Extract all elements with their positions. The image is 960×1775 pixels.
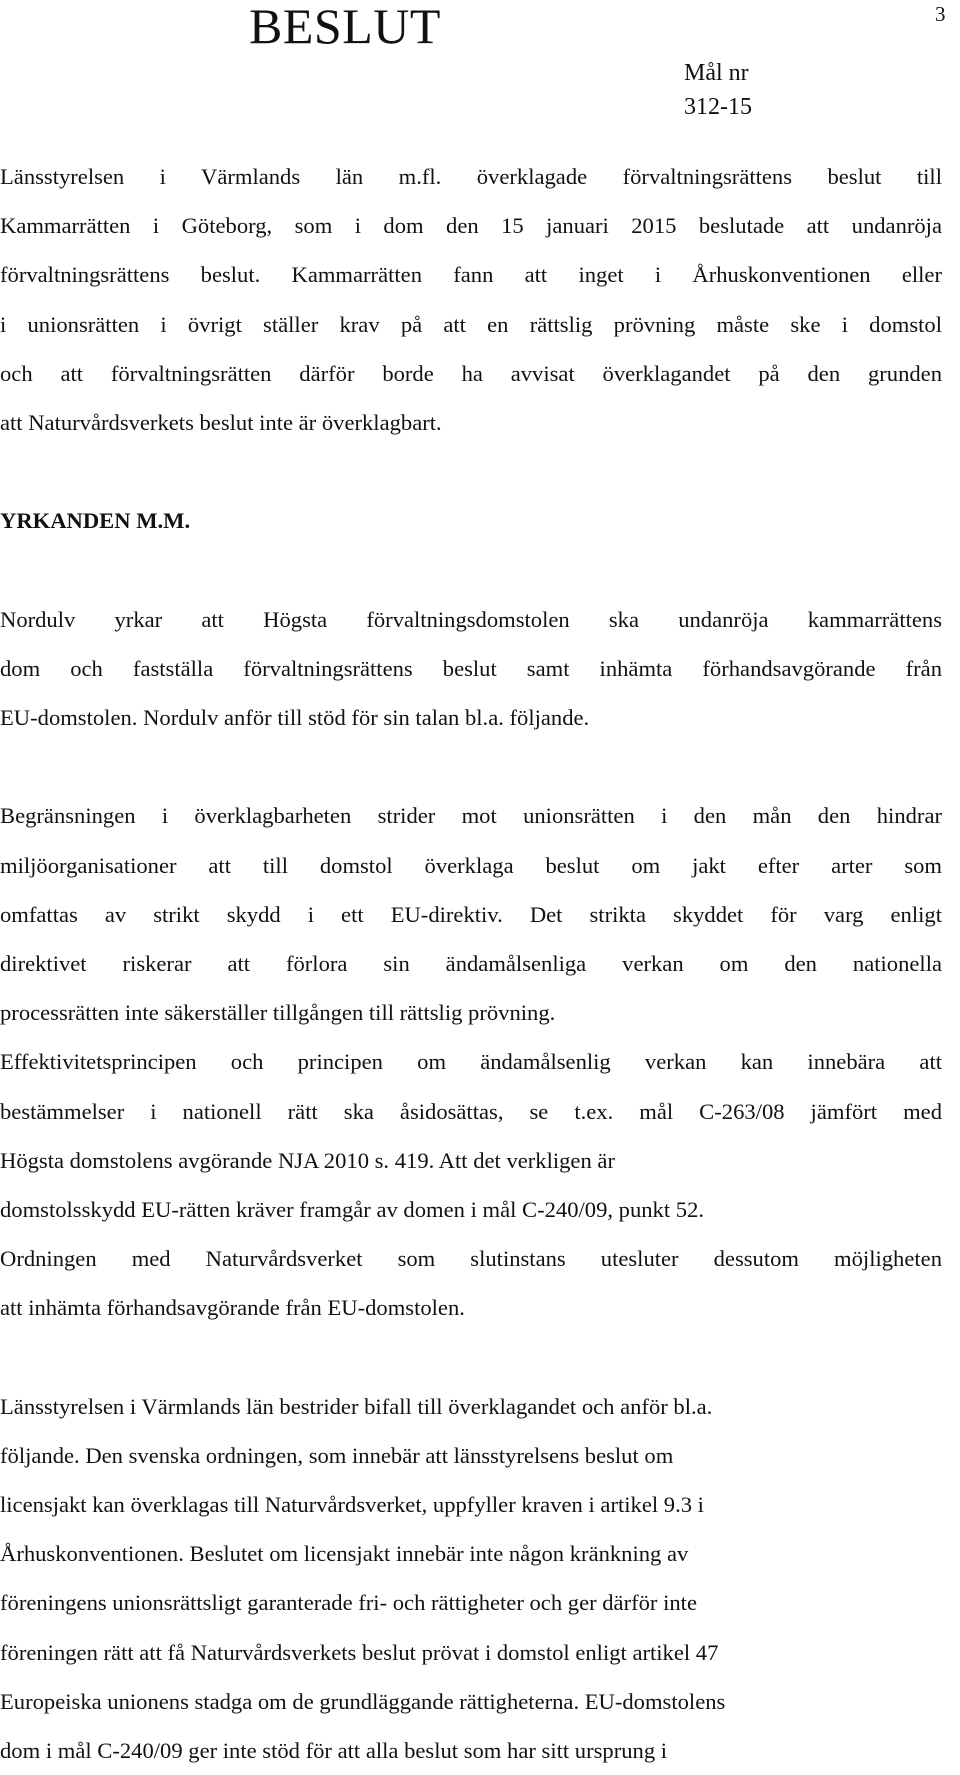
document-body [0, 152, 942, 1775]
paragraph-appeal-history [0, 152, 942, 447]
text-line: att inhämta förhandsavgörande från EU-domstolen. [0, 1295, 465, 1321]
text-line: dom och fastställa förvaltningsrättens beslut samt inhämta förhandsavgörande från [0, 655, 942, 681]
paragraph-nordulv-arguments [0, 791, 942, 1332]
text-line: och att förvaltningsrätten därför borde ha avvisat överklagandet på den grunden [0, 360, 942, 386]
text-line: Begränsningen i överklagbarheten strider mot unionsrätten i den mån den hindrar [0, 803, 942, 829]
section-heading: YRKANDEN M.M. [0, 508, 191, 534]
paragraph-claims [0, 595, 942, 743]
text-line: direktivet riskerar att förlora sin ändamålsenliga verkan om den nationella [0, 951, 942, 976]
text-line: Nordulv yrkar att Högsta förvaltningsdomstolen ska undanröja kammarrättens [0, 606, 942, 632]
paragraph-county-response [0, 1382, 942, 1775]
text-line: att Naturvårdsverkets beslut inte är överklagbart. [0, 409, 442, 435]
text-line: licensjakt kan överklagas till Naturvårdsverket, uppfyller kraven i artikel 9.3 i [0, 1492, 704, 1518]
text-line: bestämmelser i nationell rätt ska åsidosättas, se t.ex. mål C-263/08 jämfört med [0, 1098, 942, 1124]
paragraph-spacer [0, 546, 942, 595]
case-number-value: 312-15 [684, 94, 752, 120]
text-line: Europeiska unionens stadga om de grundläggande rättigheterna. EU-domstolens [0, 1688, 726, 1714]
text-line: Länsstyrelsen i Värmlands län bestrider bifall till överklagandet och anför bl.a. [0, 1393, 713, 1419]
text-line: Länsstyrelsen i Värmlands län m.fl. överklagade förvaltningsrättens beslut till [0, 164, 942, 189]
document-title: BESLUT [249, 0, 441, 54]
text-line: föreningens unionsrättsligt garanterade fri- och rättigheter och ger därför inte [0, 1590, 697, 1616]
text-line: föreningen rätt att få Naturvårdsverkets beslut prövat i domstol enligt artikel 47 [0, 1639, 719, 1665]
text-line: processrätten inte säkerställer tillgången till rättslig prövning. [0, 1000, 556, 1026]
text-line: miljöorganisationer att till domstol överklaga beslut om jakt efter arter som [0, 852, 942, 878]
paragraph-spacer [0, 742, 942, 791]
case-number-block [684, 56, 752, 124]
text-line: Högsta domstolens avgörande NJA 2010 s. 419. Att det verkligen är [0, 1147, 615, 1173]
text-line: omfattas av strikt skydd i ett EU-direktiv. Det strikta skyddet för varg enligt [0, 901, 942, 927]
text-line: Ordningen med Naturvårdsverket som slutinstans utesluter dessutom möjligheten [0, 1246, 942, 1272]
text-line: Effektivitetsprincipen och principen om ändamålsenlig verkan kan innebära att [0, 1049, 942, 1075]
paragraph-spacer [0, 447, 942, 496]
paragraph-spacer [0, 1333, 942, 1382]
text-line: EU-domstolen. Nordulv anför till stöd för sin talan bl.a. följande. [0, 705, 590, 731]
page-number: 3 [935, 2, 946, 26]
text-line: förvaltningsrättens beslut. Kammarrätten fann att inget i Århuskonventionen eller [0, 262, 942, 288]
text-line: följande. Den svenska ordningen, som innebär att länsstyrelsens beslut om [0, 1442, 674, 1468]
text-line: Århuskonventionen. Beslutet om licensjakt innebär inte någon kränkning av [0, 1541, 689, 1567]
text-line: Kammarrätten i Göteborg, som i dom den 15 januari 2015 beslutade att undanröja [0, 213, 942, 239]
text-line: dom i mål C-240/09 ger inte stöd för att alla beslut som har sitt ursprung i [0, 1738, 668, 1763]
text-line: domstolsskydd EU-rätten kräver framgår av domen i mål C-240/09, punkt 52. [0, 1196, 705, 1222]
text-line: i unionsrätten i övrigt ställer krav på att en rättslig prövning måste ske i domstol [0, 311, 942, 337]
case-number-label: Mål nr [684, 60, 749, 86]
